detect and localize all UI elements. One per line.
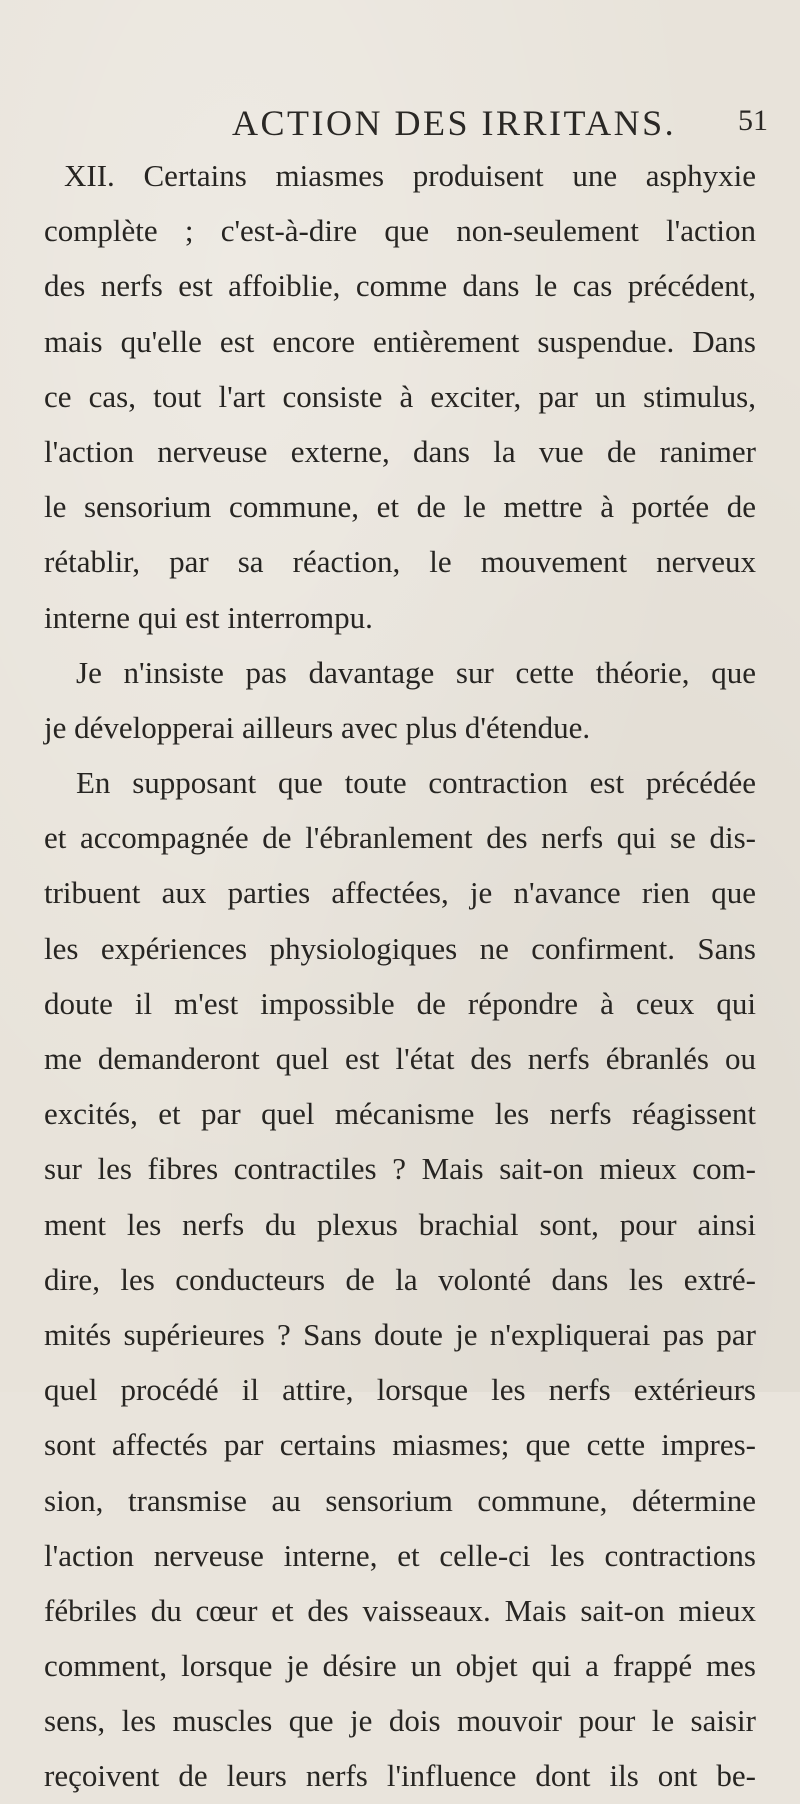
text-line: l'action nerveuse externe, dans la vue de ranimer: [44, 433, 756, 469]
text-line: sont affectés par certains miasmes; que cette impres-: [44, 1427, 756, 1463]
text-line: sur les fibres contractiles ? Mais sait-on mieux com-: [44, 1151, 756, 1187]
text-line: et accompagnée de l'ébranlement des nerfs qui se dis-: [44, 820, 756, 856]
text-line: quel procédé il attire, lorsque les nerfs extérieurs: [44, 1372, 756, 1408]
text-line: rétablir, par sa réaction, le mouvement nerveux: [44, 544, 756, 580]
text-line: ment les nerfs du plexus brachial sont, pour ainsi: [44, 1206, 756, 1242]
page-number: 51: [738, 104, 768, 137]
text-line: les expériences physiologiques ne confirment. Sans: [44, 930, 756, 966]
text-line: comment, lorsque je désire un objet qui a frappé mes: [44, 1648, 756, 1684]
text-line: dire, les conducteurs de la volonté dans les extré-: [44, 1261, 756, 1297]
text-line: complète ; c'est-à-dire que non-seulement l'action: [44, 213, 756, 249]
text-line: mités supérieures ? Sans doute je n'expliquerai pas par: [44, 1316, 756, 1352]
text-line: je développerai ailleurs avec plus d'étendue.: [44, 709, 591, 745]
text-line: sens, les muscles que je dois mouvoir pour le saisir: [44, 1703, 756, 1739]
text-line: XII. Certains miasmes produisent une asphyxie: [64, 158, 756, 193]
text-line: le sensorium commune, et de le mettre à portée de: [44, 489, 756, 525]
running-head: [0, 102, 800, 146]
text-line: interne qui est interrompu.: [44, 599, 373, 635]
text-line: doute il m'est impossible de répondre à ceux qui: [44, 985, 756, 1021]
text-line: sion, transmise au sensorium commune, détermine: [44, 1482, 756, 1518]
text-line: tribuent aux parties affectées, je n'avance rien que: [44, 875, 756, 911]
text-line: mais qu'elle est encore entièrement suspendue. Dans: [44, 323, 756, 359]
text-line: Je n'insiste pas davantage sur cette théorie, que: [76, 654, 756, 690]
body-text: [44, 148, 756, 1804]
text-line: excités, et par quel mécanisme les nerfs réagissent: [44, 1096, 756, 1132]
text-line: En supposant que toute contraction est précédée: [76, 765, 756, 801]
running-title: ACTION DES IRRITANS.: [232, 103, 677, 143]
text-line: me demanderont quel est l'état des nerfs ébranlés ou: [44, 1041, 756, 1076]
text-line: fébriles du cœur et des vaisseaux. Mais sait-on mieux: [44, 1592, 756, 1628]
text-line: reçoivent de leurs nerfs l'influence dont ils ont be-: [44, 1758, 756, 1794]
text-line: des nerfs est affoiblie, comme dans le cas précédent,: [44, 268, 756, 304]
text-line: ce cas, tout l'art consiste à exciter, par un stimulus,: [44, 378, 756, 414]
text-line: l'action nerveuse interne, et celle-ci les contractions: [44, 1537, 756, 1573]
